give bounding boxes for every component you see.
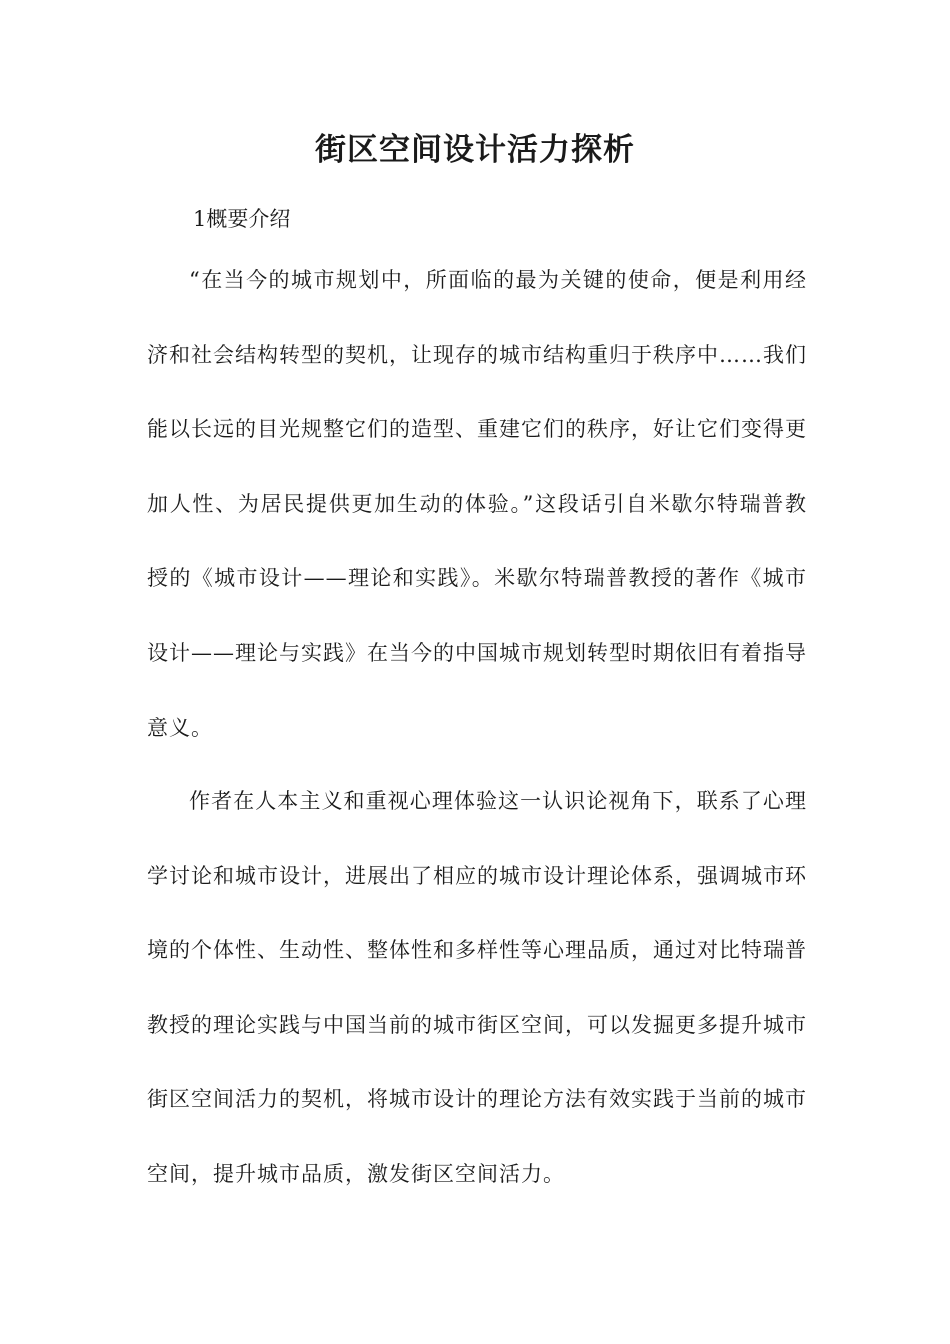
document-title: 街区空间设计活力探析 (315, 132, 635, 168)
paragraph-intro-quote: “在当今的城市规划中，所面临的最为关键的使命，便是利用经济和社会结构转型的契机，让现存的城市结构重归于秩序中……我们能以长远的目光规整它们的造型、重建它们的秩序，好让它们变得更加人性、为居民提供更加生动的体验。”这段话引自米歇尔特瑞普教授的《城市设计——理论和实践》。米歇尔特瑞普教授的著作《城市设计——理论与实践》在当今的中国城市规划转型时期依旧有着指导意义。 (147, 268, 807, 740)
paragraph-author-theory: 作者在人本主义和重视心理体验这一认识论视角下，联系了心理学讨论和城市设计，进展出了相应的城市设计理论体系，强调城市环境的个体性、生动性、整体性和多样性等心理品质，通过对比特瑞普教授的理论实践与中国当前的城市街区空间，可以发掘更多提升城市街区空间活力的契机，将城市设计的理论方法有效实践于当前的城市空间，提升城市品质，激发街区空间活力。 (147, 789, 807, 1186)
section-heading: 1概要介绍 (193, 207, 291, 231)
